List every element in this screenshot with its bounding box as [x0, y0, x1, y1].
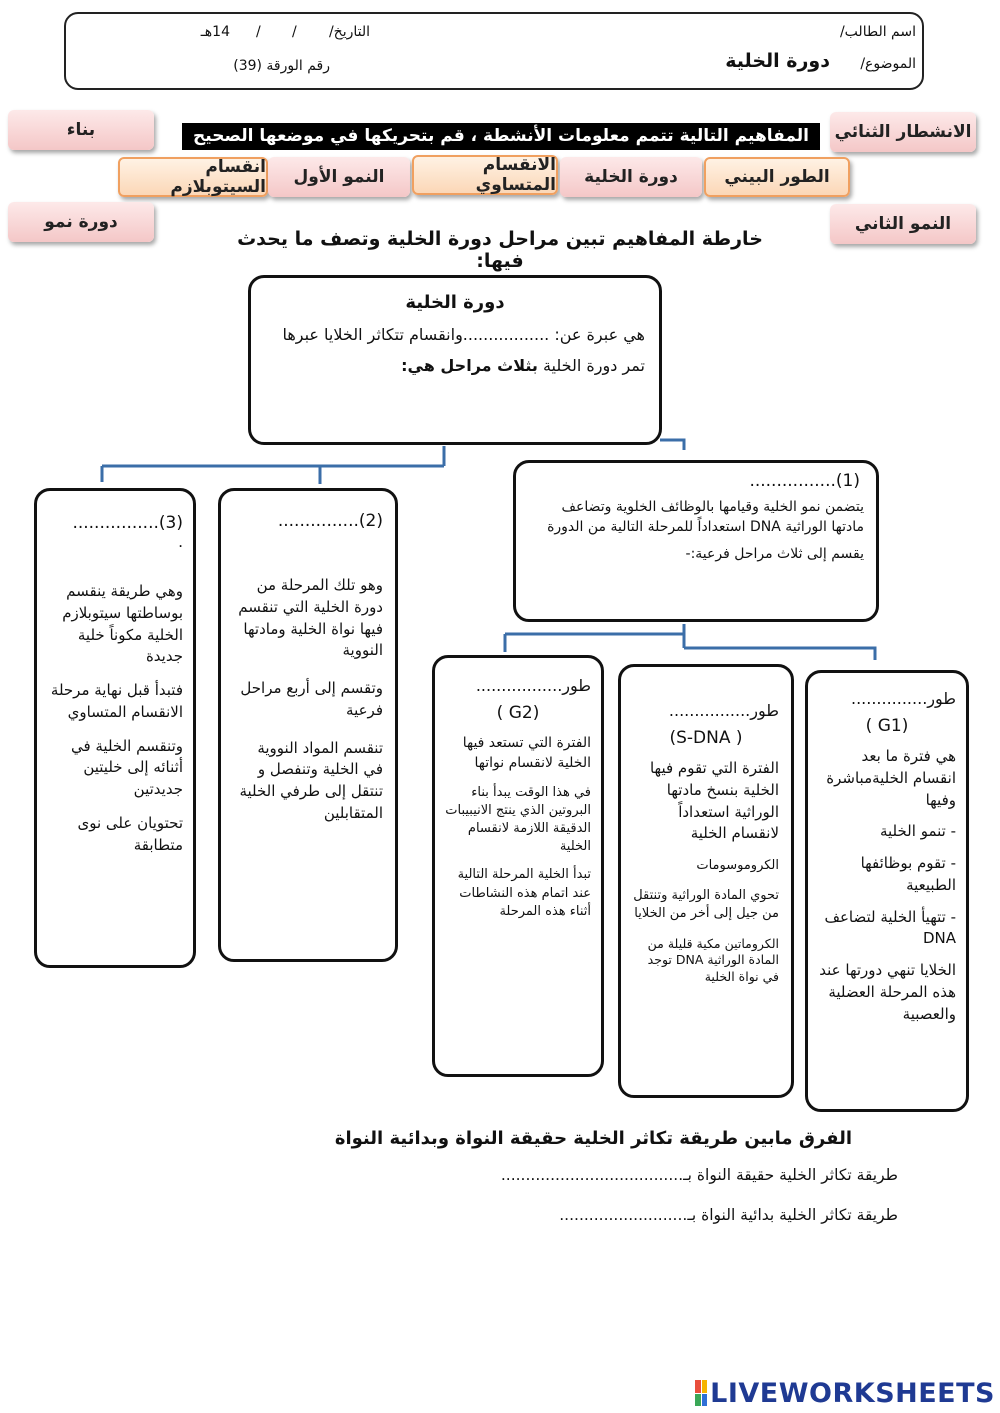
g1-p1: هي فترة ما بعد انقسام الخليةمباشرة وفيها — [826, 747, 956, 809]
root-title: دورة الخلية — [405, 292, 505, 313]
chip-mitosis[interactable]: الانقسام المتساوي — [412, 155, 558, 195]
g1-p4: - تتهيأ الخلية لتضاعف DNA — [824, 907, 956, 948]
eukaryote-reproduction-line: طريقة تكاثر الخلية حقيقة النواة بـ..................................... — [500, 1166, 898, 1184]
logo-squares-icon — [695, 1380, 707, 1406]
root-stages-prefix: تمر دورة الخلية — [537, 356, 645, 376]
stage3-heading: (3)................ — [72, 513, 183, 533]
connector-to-g1 — [684, 648, 875, 660]
s-dna-phase-box — [618, 664, 794, 1098]
liveworksheets-logo — [695, 1378, 995, 1408]
g2-p2: في هذا الوقت يبدأ بناء البروتين الذي ينتج الانيبيبات الدقيقة اللازمة لانقسام الخلية — [445, 784, 591, 855]
sdna-heading: طور................ — [668, 701, 779, 720]
stage3-dot: . — [178, 533, 183, 551]
g2-p1: الفترة التي تستعد فيها الخلية لانقسام نواتها — [462, 735, 591, 772]
root-stages-bold: بثلاث مراحل هي: — [401, 356, 538, 376]
g1-phase-box — [805, 670, 969, 1112]
stage1-subdivision: يقسم إلى ثلاث مراحل فرعية:- — [685, 545, 864, 562]
sheet-number: رقم الورقة (39) — [233, 58, 330, 74]
g2-p3: تبدأ الخلية المرحلة التالية عند اتمام هذه النشاطات أثناء هذه المرحلة — [457, 867, 591, 919]
sdna-p4: الكروماتين مكية قليلة من المادة الوراثية DNA توجد في نواة الخلية — [647, 935, 779, 985]
stage1-description: يتضمن نمو الخلية وقيامها بالوظائف الخلوية وتضاعف مادتها الوراثية DNA استعداداً للمرحلة التالية من الدورة — [547, 499, 864, 536]
g1-code: (G1 ) — [865, 716, 909, 736]
g2-code: (G2 ) — [496, 703, 540, 723]
subject-label: الموضوع/ — [860, 56, 916, 72]
g2-heading: طور................. — [475, 676, 591, 695]
subject-value: دورة الخلية — [725, 50, 830, 72]
connector-root-right — [660, 440, 684, 450]
date-label: التاريخ/ — [328, 24, 370, 40]
prokaryote-reproduction-line: طريقة تكاثر الخلية بدائية النواة بـ.......................... — [559, 1206, 898, 1224]
difference-question-title: الفرق مابين طريقة تكاثر الخلية حقيقة النواة وبدائية النواة — [334, 1128, 852, 1149]
stage3-p4: تحتويان على نوى متطابقة — [77, 813, 183, 854]
stage2-p1: وهو تلك المرحلة من دورة الخلية التي تنقسم فيها نواة الخلية ومادتها النووية — [238, 576, 383, 660]
stage2-mitosis-box — [218, 488, 398, 962]
date-slash-1: / — [292, 24, 297, 40]
stage3-p1: وهي طريقة ينقسم بوساطتها سيتوبلازم الخلية مكوناً خلية جديدة — [62, 582, 183, 666]
logo-text: LIVEWORKSHEETS — [710, 1377, 995, 1409]
stage2-heading: (2)............... — [277, 511, 383, 531]
cell-cycle-root-box — [248, 275, 662, 445]
root-stages-line — [265, 356, 645, 375]
chip-cytokinesis[interactable]: انقسام السيتوبلازم — [118, 157, 268, 197]
g2-phase-box — [432, 655, 604, 1077]
stage1-heading: (1)................ — [749, 471, 860, 491]
root-definition: هي عبرة عن: .................وانقسام تتكاثر الخلايا عبرها — [282, 325, 645, 344]
chip-second-growth[interactable]: النمو الثاني — [830, 204, 976, 244]
sdna-code: ( S-DNA) — [669, 728, 743, 748]
chip-building[interactable]: بناء — [8, 110, 154, 150]
chip-first-growth[interactable]: النمو الأول — [268, 157, 410, 197]
chip-growth-cycle[interactable]: دورة نمو — [8, 202, 154, 242]
stage3-p2: فتبدأ قبل نهاية مرحلة الانقسام المتساوي — [50, 681, 183, 721]
sdna-p3: تحوي المادة الوراثية وتنتقل من جيل إلى أخر من الخلايا — [633, 888, 779, 922]
instruction-text: المفاهيم التالية تتمم معلومات الأنشطة ، قم بتحريكها في موضعها الصحيح — [182, 123, 820, 150]
sdna-p2: الكروموسومات — [696, 858, 779, 873]
sdna-p1: الفترة التي تقوم فيها الخلية بنسخ مادتها الوراثية استعداداً لانقسام الخلية — [649, 759, 779, 843]
g1-p3: - تقوم بوظائفها الطبيعية — [860, 854, 956, 894]
chip-binary-fission[interactable]: الانشطار الثنائي — [830, 112, 976, 152]
hijri-year: 14هـ — [200, 24, 230, 40]
stage3-p3: وتنقسم الخلية في أثنائه إلى خليتين جديدتين — [70, 736, 183, 798]
stage1-interphase-box — [513, 460, 879, 622]
stage3-cytokinesis-box — [34, 488, 196, 968]
stage2-p2: وتقسم إلى أربع مراحل فرعية — [240, 679, 383, 719]
date-slash-2: / — [256, 24, 261, 40]
stage2-p3: تنقسم المواد النووية في الخلية وتنفصل و تنتقل إلى طرفي الخلية المتقابلين — [239, 738, 383, 822]
g1-heading: طور............... — [850, 689, 956, 708]
g1-p5: الخلايا تنهي دورتها عند هذه المرحلة العضلية والعصبية — [819, 961, 956, 1023]
concept-map-title: خارطة المفاهيم تبين مراحل دورة الخلية وتصف ما يحدث فيها: — [237, 228, 763, 272]
g1-p2: - تنمو الخلية — [879, 822, 956, 841]
chip-interphase[interactable]: الطور البيني — [704, 157, 850, 197]
chip-cell-cycle[interactable]: دورة الخلية — [560, 157, 702, 197]
student-name-label: اسم الطالب/ — [839, 24, 916, 40]
